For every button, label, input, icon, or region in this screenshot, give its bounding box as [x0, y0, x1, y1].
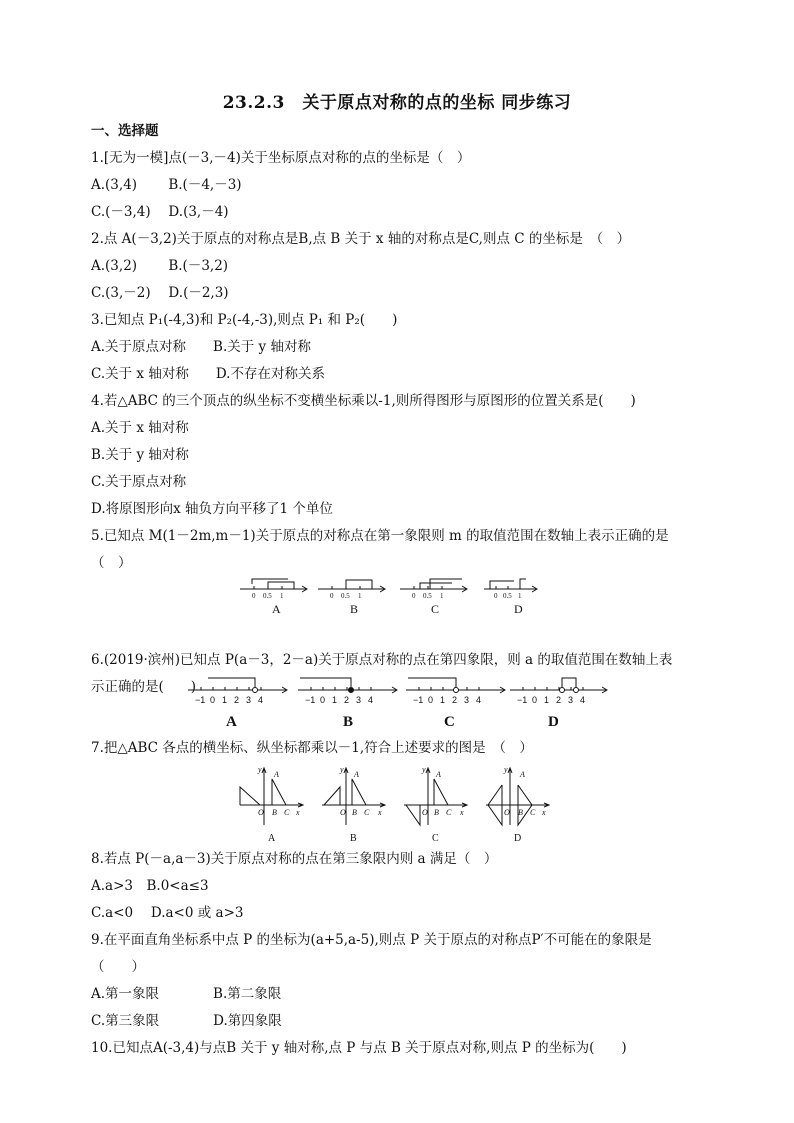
q7-stem: 7.把△ABC 各点的横坐标、纵坐标都乘以－1,符合上述要求的图是 （ ） [91, 740, 533, 756]
q7-c-pt-c: C [446, 808, 452, 817]
q5-label-a: A [272, 602, 281, 616]
q4-stem: 4.若△ABC 的三个顶点的纵坐标不变横坐标乘以-1,则所得图形与原图形的位置关系是( ) [91, 393, 636, 409]
q7-d-pt-a: A [520, 770, 525, 779]
q6-b-tick-2: 2 [344, 695, 350, 705]
q6-a-tick-3: 3 [246, 695, 252, 705]
q6-d-tick-3: 3 [568, 695, 574, 705]
q6-a-tick-4: 4 [258, 695, 264, 705]
q2-stem: 2.点 A(－3,2)关于原点的对称点是B,点 B 关于 x 轴的对称点是C,则点 C 的坐标是 （ ） [91, 231, 631, 247]
q6-stem: 6.(2019·滨州)已知点 P(a－3，2－a)关于原点对称的点在第四象限，则 a 的取值范围在数轴上表 [91, 652, 673, 668]
q8-stem: 8.若点 P(－a,a－3)关于原点对称的点在第三象限内则 a 满足（ ） [91, 851, 498, 867]
q1-options-ab: A.(3,4) B.(－4,－3) [91, 177, 242, 193]
q7-label-a: A [268, 833, 276, 844]
q7-graphs-figure [236, 763, 556, 845]
q5-b-tick-05: 0.5 [341, 592, 350, 600]
q6-label-c: C [444, 714, 455, 730]
q6-c-tick-0: 0 [428, 695, 434, 705]
q6-d-tick-1: 1 [544, 695, 550, 705]
q6-d-tick-4: 4 [580, 695, 586, 705]
q9-options-cd: C.第三象限 D.第四象限 [91, 1013, 282, 1029]
q4-option-b: B.关于 y 轴对称 [91, 447, 189, 463]
q6-b-tick-m1: −1 [305, 695, 316, 705]
q5-option-c-line [400, 579, 467, 592]
q5-d-tick-0: 0 [494, 592, 498, 600]
q7-a-origin: O [258, 808, 264, 817]
q7-a-pt-b: B [272, 808, 277, 817]
q5-option-b-line [318, 580, 385, 592]
q5-c-tick-0: 0 [412, 592, 416, 600]
q8-options-ab: A.a>3 B.0<a≤3 [91, 878, 209, 894]
q5-d-tick-1: 1 [518, 592, 522, 600]
q4-option-a: A.关于 x 轴对称 [91, 420, 189, 436]
q4-option-c: C.关于原点对称 [91, 474, 187, 490]
q6-c-tick-2: 2 [452, 695, 458, 705]
q7-label-b: B [350, 833, 357, 844]
q5-b-tick-0: 0 [330, 592, 334, 600]
q6-number-lines-figure [186, 674, 610, 732]
q6-label-d: D [548, 714, 559, 730]
q3-options-ab: A.关于原点对称 B.关于 y 轴对称 [91, 339, 311, 355]
q6-d-tick-m1: −1 [517, 695, 528, 705]
q6-c-tick-3: 3 [464, 695, 470, 705]
q7-a-y-label: y [258, 765, 262, 774]
q6-d-tick-0: 0 [532, 695, 538, 705]
q7-b-y-label: y [340, 765, 344, 774]
q1-stem: 1.[无为一模]点(－3,－4)关于坐标原点对称的点的坐标是（ ） [91, 150, 471, 166]
q8-options-cd: C.a<0 D.a<0 或 a>3 [91, 905, 244, 921]
q3-options-cd: C.关于 x 轴对称 D.不存在对称关系 [91, 366, 325, 382]
q4-option-d: D.将原图形向x 轴负方向平移了1 个单位 [91, 501, 333, 517]
q6-option-d-line [510, 678, 607, 693]
q5-d-tick-05: 0.5 [503, 592, 512, 600]
q7-a-x-label: x [296, 808, 300, 817]
q5-option-d-line [484, 579, 537, 592]
q6-a-tick-2: 2 [234, 695, 240, 705]
q7-d-origin: O [504, 808, 510, 817]
q10-stem: 10.已知点A(-3,4)与点B 关于 y 轴对称,点 P 与点 B 关于原点对称,则点 P 的坐标为( ) [91, 1040, 627, 1056]
q5-number-lines-figure [238, 575, 538, 617]
q5-label-d: D [514, 602, 523, 616]
q5-c-tick-05: 0.5 [423, 592, 432, 600]
q7-b-pt-a: A [354, 770, 359, 779]
q5-b-tick-1: 1 [358, 592, 362, 600]
q7-d-pt-c: C [530, 808, 536, 817]
q5-a-tick-0: 0 [252, 592, 256, 600]
q7-d-y-label: y [504, 765, 508, 774]
q9-stem: 9.在平面直角坐标系中点 P 的坐标为(a+5,a-5),则点 P 关于原点的对称点P′不可能在的象限是 [91, 932, 652, 948]
page-title: 23.2.3 关于原点对称的点的坐标 同步练习 [222, 93, 572, 113]
q7-c-pt-b: B [434, 808, 439, 817]
q7-a-pt-a: A [274, 770, 279, 779]
q7-c-pt-a: A [436, 770, 441, 779]
q7-a-pt-c: C [284, 808, 290, 817]
q6-a-tick-m1: −1 [195, 695, 206, 705]
q5-a-tick-1: 1 [280, 592, 284, 600]
q5-label-b: B [350, 602, 359, 616]
q6-c-tick-4: 4 [476, 695, 482, 705]
q9-options-ab: A.第一象限 B.第二象限 [91, 986, 282, 1002]
q6-c-tick-m1: −1 [413, 695, 424, 705]
q5-option-a-line [240, 579, 307, 592]
q7-d-pt-b: B [518, 808, 523, 817]
q6-b-tick-3: 3 [356, 695, 362, 705]
q2-options-cd: C.(3,－2) D.(－2,3) [91, 285, 229, 301]
q7-c-y-label: y [422, 765, 426, 774]
q6-a-tick-0: 0 [210, 695, 216, 705]
q2-options-ab: A.(3,2) B.(－3,2) [91, 258, 229, 274]
q5-label-c: C [431, 602, 440, 616]
q7-b-pt-b: B [352, 808, 357, 817]
q7-label-c: C [432, 833, 439, 844]
q3-stem: 3.已知点 P₁(-4,3)和 P₂(-4,-3),则点 P₁ 和 P₂( ) [91, 312, 398, 328]
q7-c-x-label: x [460, 808, 464, 817]
q7-b-pt-c: C [364, 808, 370, 817]
q5-a-tick-05: 0.5 [263, 592, 272, 600]
q6-d-tick-2: 2 [556, 695, 562, 705]
q6-c-tick-1: 1 [440, 695, 446, 705]
q6-label-a: A [226, 714, 237, 730]
q6-option-b-line [298, 678, 397, 693]
q7-d-x-label: x [542, 808, 546, 817]
q6-label-b: B [343, 714, 354, 730]
q6-b-tick-0: 0 [320, 695, 326, 705]
section-heading: 一、选择题 [91, 123, 159, 139]
q5-stem-cont: （ ） [91, 555, 132, 571]
q7-c-origin: O [422, 808, 428, 817]
q7-b-x-label: x [378, 808, 382, 817]
q6-option-a-line [188, 678, 287, 693]
q7-b-origin: O [340, 808, 346, 817]
q5-stem: 5.已知点 M(1－2m,m－1)关于原点的对称点在第一象限则 m 的取值范围在数轴上表示正确的是 [91, 528, 669, 544]
q9-stem-cont: （ ） [91, 959, 145, 975]
q5-c-tick-1: 1 [440, 592, 444, 600]
q6-stem-cont: 示正确的是( ) [91, 679, 197, 695]
q6-a-tick-1: 1 [222, 695, 228, 705]
q6-option-c-line [406, 678, 505, 693]
q6-b-tick-4: 4 [368, 695, 374, 705]
q1-options-cd: C.(－3,4) D.(3,－4) [91, 204, 229, 220]
q6-b-tick-1: 1 [332, 695, 338, 705]
q7-label-d: D [514, 833, 522, 844]
